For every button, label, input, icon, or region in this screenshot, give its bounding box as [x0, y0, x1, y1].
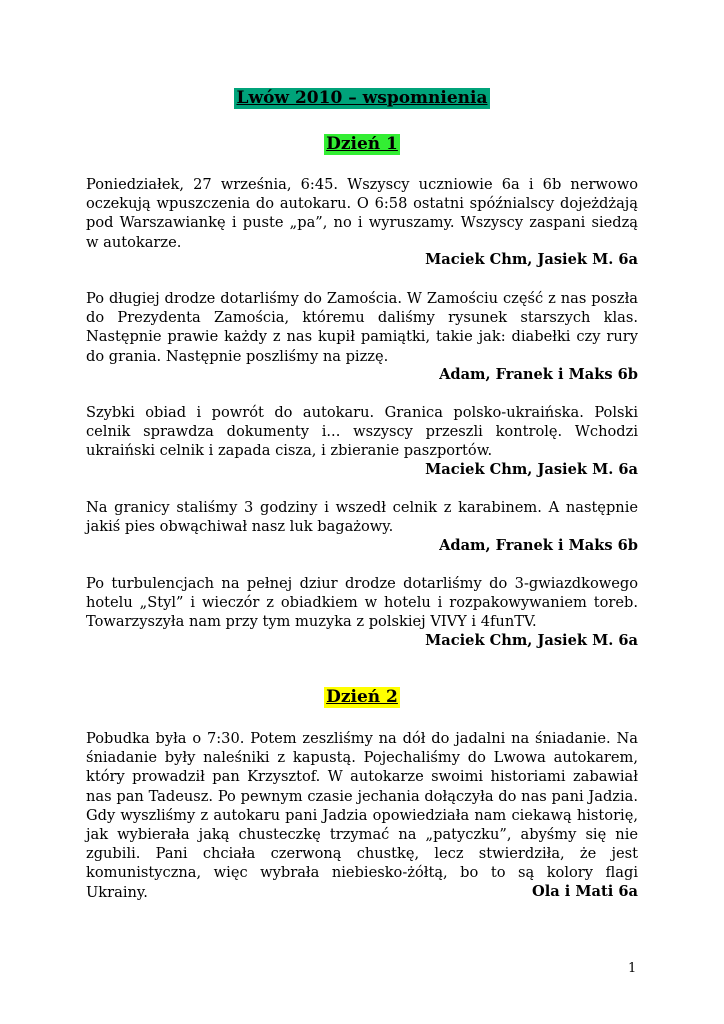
day1-entry-1-text: Poniedziałek, 27 września, 6:45. Wszyscy uczniowie 6a i 6b nerwowo oczekują wpuszczenia do autokaru. O 6:58 ostatni spóźnialscy dojeżdżają pod Warszawiankę i puste „pa”, no i wyruszamy. Wszyscy zaspani siedzą w autokarze. [86, 176, 638, 251]
day1-entry-5-text: Po turbulencjach na pełnej dziur drodze dotarliśmy do 3-gwiazdkowego hotelu „Styl” i wieczór z obiadkiem w hotelu i rozpakowywaniem toreb. Towarzyszyła nam przy tym muzyka z polskiej VIVY i 4funTV. [86, 575, 638, 631]
day1-entry-5-author: Maciek Chm, Jasiek M. 6a [425, 632, 638, 649]
day2-entry-1-author: Ola i Mati 6a [531, 883, 638, 900]
day1-entry-4-text: Na granicy staliśmy 3 godziny i wszedł celnik z karabinem. A następnie jakiś pies obwąchiwał nasz luk bagażowy. [86, 499, 638, 536]
day1-entry-4-author: Adam, Franek i Maks 6b [439, 537, 638, 554]
day1-entry-2-author: Adam, Franek i Maks 6b [439, 366, 638, 383]
day2-heading-row [86, 687, 638, 708]
document-title-row [86, 88, 638, 109]
day1-heading-row [86, 134, 638, 155]
day1-entry-1-author: Maciek Chm, Jasiek M. 6a [425, 251, 638, 268]
day2-heading: Dzień 2 [326, 687, 398, 707]
day1-entry-3-author: Maciek Chm, Jasiek M. 6a [425, 461, 638, 478]
document-title: Lwów 2010 – wspomnienia [236, 88, 488, 108]
page-number: 1 [628, 961, 637, 976]
day2-entry-1-text: Pobudka była o 7:30. Potem zeszliśmy na dół do jadalni na śniadanie. Na śniadanie były naleśniki z kapustą. Pojechaliśmy do Lwowa autokarem, który prowadził pan Krzysztof. W autokarze swoimi historiami zabawiał nas pan Tadeusz. Po pewnym czasie jechania dołączyła do nas pani Jadzia. Gdy wyszliśmy z autokaru pani Jadzia opowiedziała nam ciekawą historię, jak wybierała jaką chusteczkę trzymać na „patyczku”, abyśmy się nie zgubili. Pani chciała czerwoną chustkę, lecz stwierdziła, że jest komunistyczna, więc wybrała niebiesko-żółtą, bo to są kolory flagi Ukrainy. [86, 730, 638, 901]
day1-entry-3-text: Szybki obiad i powrót do autokaru. Granica polsko-ukraińska. Polski celnik sprawdza dokumenty i... wszyscy przeszli kontrolę. Wchodzi ukraiński celnik i zapada cisza, i zbieranie paszportów. [86, 404, 638, 460]
day1-heading: Dzień 1 [326, 134, 398, 154]
day1-entry-2-text: Po długiej drodze dotarliśmy do Zamościa. W Zamościu część z nas poszła do Prezydenta Zamościa, któremu daliśmy rysunek starszych klas. Następnie prawie każdy z nas kupił pamiątki, takie jak: diabełki czy rury do grania. Następnie poszliśmy na pizzę. [86, 290, 638, 365]
